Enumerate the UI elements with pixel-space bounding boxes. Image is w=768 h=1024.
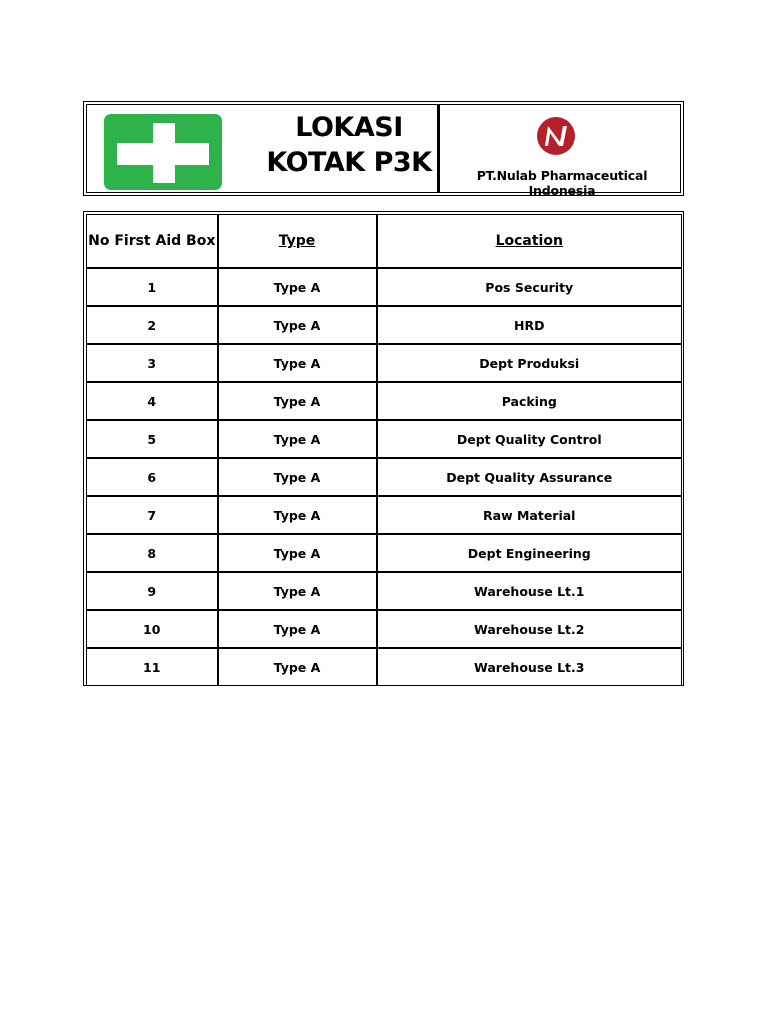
- cell-type: Type A: [218, 610, 377, 648]
- table-row: [87, 268, 682, 306]
- cell-no: 7: [87, 496, 218, 534]
- cell-type: Type A: [218, 382, 377, 420]
- cell-no: 1: [87, 268, 218, 306]
- cell-location: Dept Quality Assurance: [377, 458, 682, 496]
- table-row: [87, 534, 682, 572]
- cell-location: Pos Security: [377, 268, 682, 306]
- nulab-logo-icon: [536, 116, 576, 156]
- cell-type: Type A: [218, 534, 377, 572]
- first-aid-location-table: [83, 211, 684, 686]
- cell-type: Type A: [218, 344, 377, 382]
- cell-no: 5: [87, 420, 218, 458]
- cell-location: Warehouse Lt.1: [377, 572, 682, 610]
- cell-location: Packing: [377, 382, 682, 420]
- table-row: [87, 610, 682, 648]
- header-no: No First Aid Box: [87, 215, 218, 269]
- table-row: [87, 496, 682, 534]
- cell-type: Type A: [218, 420, 377, 458]
- cell-location: Dept Engineering: [377, 534, 682, 572]
- cell-location: Warehouse Lt.3: [377, 648, 682, 686]
- cell-location: Warehouse Lt.2: [377, 610, 682, 648]
- table-row: [87, 648, 682, 686]
- cell-type: Type A: [218, 306, 377, 344]
- cell-no: 3: [87, 344, 218, 382]
- table-row: [87, 420, 682, 458]
- cell-no: 11: [87, 648, 218, 686]
- cell-type: Type A: [218, 458, 377, 496]
- cell-location: Dept Produksi: [377, 344, 682, 382]
- page-title: [260, 110, 438, 180]
- table-row: [87, 458, 682, 496]
- cell-location: Dept Quality Control: [377, 420, 682, 458]
- header-location: Location: [377, 215, 682, 269]
- cell-type: Type A: [218, 496, 377, 534]
- table-row: [87, 306, 682, 344]
- document-header: [83, 101, 684, 196]
- location-table: [86, 214, 682, 686]
- first-aid-logo: [90, 106, 236, 192]
- cell-type: Type A: [218, 648, 377, 686]
- cell-location: Raw Material: [377, 496, 682, 534]
- cell-no: 6: [87, 458, 218, 496]
- table-row: [87, 344, 682, 382]
- table-row: [87, 572, 682, 610]
- cell-type: Type A: [218, 572, 377, 610]
- first-aid-cross-icon: [104, 114, 222, 190]
- header-divider: [437, 105, 440, 193]
- cell-no: 10: [87, 610, 218, 648]
- cell-no: 2: [87, 306, 218, 344]
- cell-location: HRD: [377, 306, 682, 344]
- header-type: Type: [218, 215, 377, 269]
- cell-type: Type A: [218, 268, 377, 306]
- company-name: PT.Nulab Pharmaceutical Indonesia: [476, 168, 648, 198]
- title-line-2: KOTAK P3K: [266, 147, 432, 178]
- table-row: [87, 382, 682, 420]
- cell-no: 8: [87, 534, 218, 572]
- cell-no: 4: [87, 382, 218, 420]
- title-line-1: LOKASI: [295, 112, 403, 143]
- cell-no: 9: [87, 572, 218, 610]
